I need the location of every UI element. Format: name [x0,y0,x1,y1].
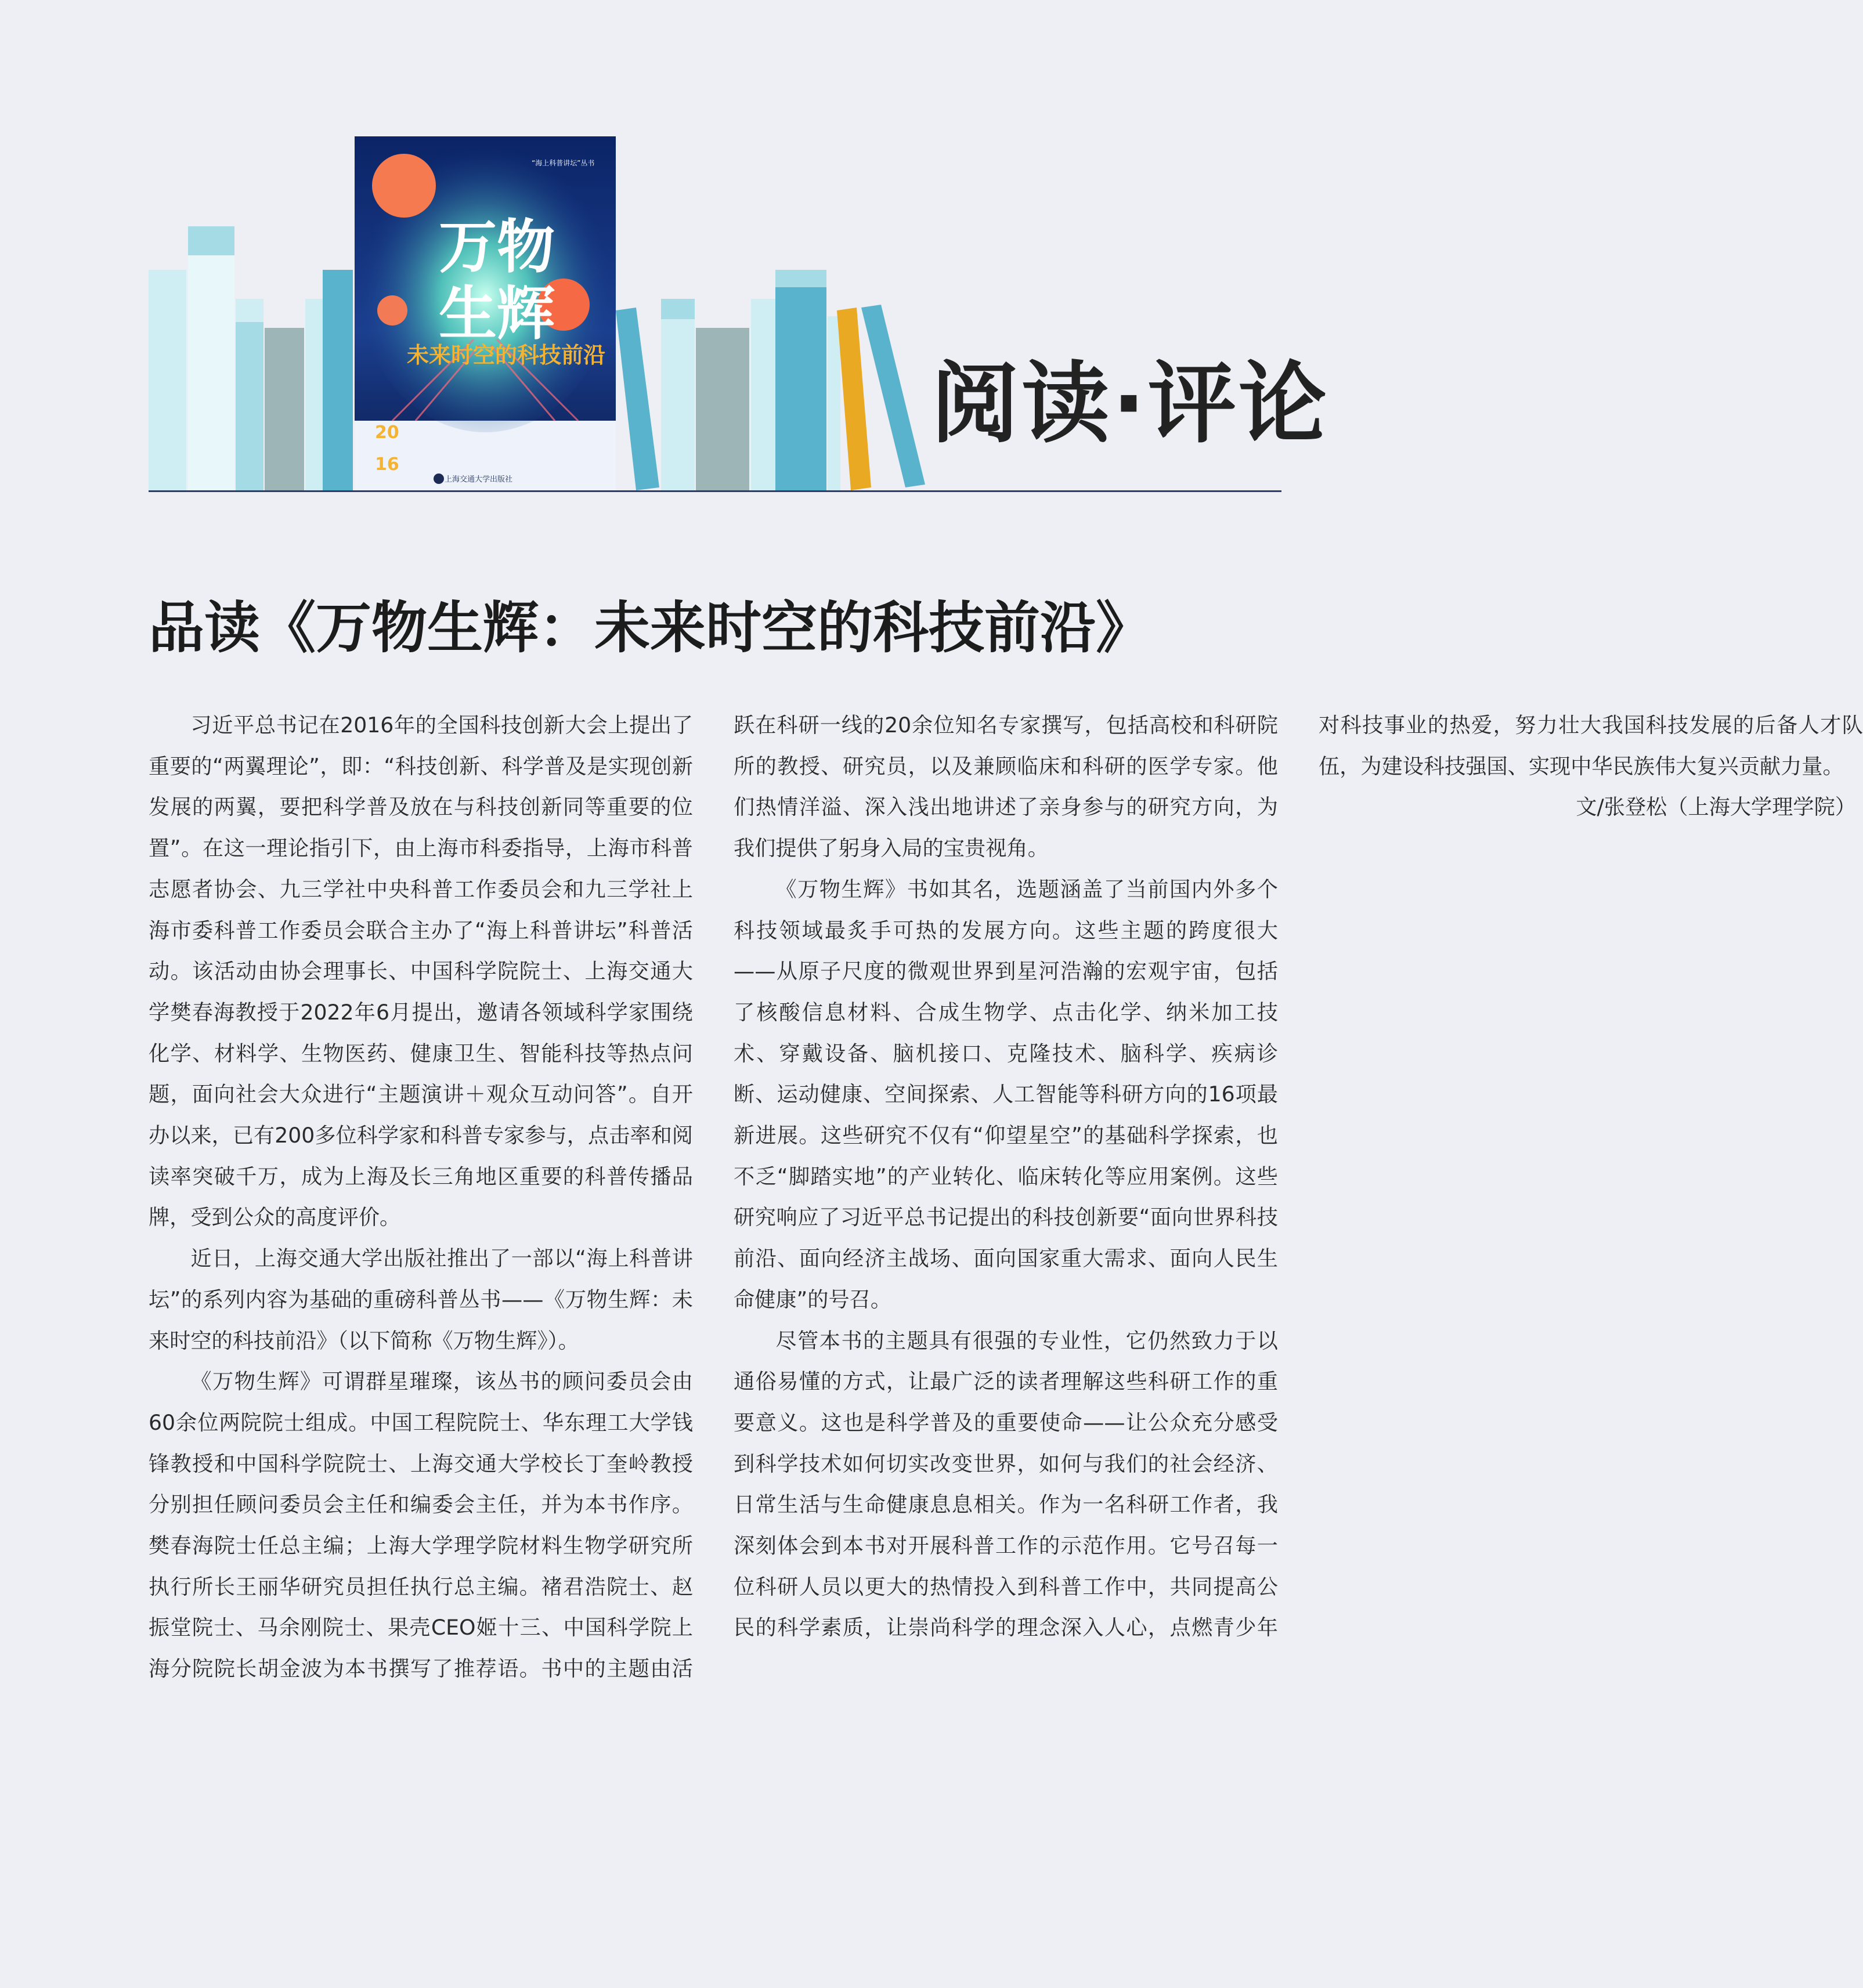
cover-series: “海上科普讲坛”丛书 [532,159,595,167]
article-body [149,705,1863,1726]
cover-number-16: 16 [375,454,399,475]
cover-title-line2: 生辉 [439,279,555,348]
author-signature: 文/张登松（上海大学理学院） [1576,794,1856,820]
paragraph-2: 近日，上海交通大学出版社推出了一部以“海上科普讲坛”的系列内容为基础的重磅科普丛书——《万物生辉：未来时空的科技前沿》（以下简称《万物生辉》）。 [149,1246,693,1353]
left-books [149,226,353,490]
article-title: 品读《万物生辉：未来时空的科技前沿》 [149,595,1151,660]
right-books [616,270,925,490]
cover-subtitle: 未来时空的科技前沿 [407,342,606,368]
publisher-logo-icon [434,473,444,484]
section-label: 阅读·评论 [931,352,1329,455]
book-cover [355,131,616,490]
cover-number-20: 20 [375,422,399,443]
header-divider [149,490,1281,492]
paragraph-1: 习近平总书记在2016年的全国科技创新大会上提出了重要的“两翼理论”，即：“科技创新、科学普及是实现创新发展的两翼，要把科学普及放在与科技创新同等重要的位置”。在这一理论指引下，由上海市科委指导，上海市科普志愿者协会、九三学社中央科普工作委员会和九三学社上海市委科普工作委员会联合主办了“海上科普讲坛”科普活动。该活动由协会理事长、中国科学院院士、上海交通大学樊春海教授于2022年6月提出，邀请各领域科学家围绕化学、材料学、生物医药、健康卫生、智能科技等热点问题，面向社会大众进行“主题演讲＋观众互动问答”。自开办以来，已有200多位科学家和科普专家参与，点击率和阅读率突破千万，成为上海及长三角地区重要的科普传播品牌，受到公众的高度评价。 [149,713,693,1230]
cover-publisher: 上海交通大学出版社 [445,475,513,484]
cover-title-line1: 万物 [439,212,555,281]
paragraph-4: 《万物生辉》书如其名，选题涵盖了当前国内外多个科技领域最炙手可热的发展方向。这些主题的跨度很大——从原子尺度的微观世界到星河浩瀚的宏观宇宙，包括了核酸信息材料、合成生物学、点击化学、纳米加工技术、穿戴设备、脑机接口、克隆技术、脑科学、疾病诊断、运动健康、空间探索、人工智能等科研方向的16项最新进展。这些研究不仅有“仰望星空”的基础科学探索，也不乏“脚踏实地”的产业转化、临床转化等应用案例。这些研究响应了习近平总书记提出的科技创新要“面向世界科技前沿、面向经济主战场、面向国家重大需求、面向人民生命健康”的号召。 [734,876,1278,1312]
paragraph-5: 尽管本书的主题具有很强的专业性，它仍然致力于以通俗易懂的方式，让最广泛的读者理解这些科研工作的重要意义。这也是科学普及的重要使命——让公众充分感受到科学技术如何切实改变世界，如何与我们的社会经济、日常生活与生命健康息息相关。作为一名科研工作者，我深刻体会到本书对开展科普工作的示范作用。它号召每一位科研人员以更大的热情投入到科普工作中，共同提高公民的科学素质，让崇尚科学的理念深入人心，点燃青少年对科技事业的热爱，努力壮大我国科技发展的后备人才队伍，为建设科技强国、实现中华民族伟大复兴贡献力量。 [734,713,1863,1640]
paragraph-3: 《万物生辉》可谓群星璀璨，该丛书的顾问委员会由60余位两院院士组成。中国工程院院士、华东理工大学钱锋教授和中国科学院院士、上海交通大学校长丁奎岭教授分别担任顾问委员会主任和编委会主任，并为本书作序。樊春海院士任总主编；上海大学理学院材料生物学研究所执行所长王丽华研究员担任执行总主编。褚君浩院士、赵振堂院士、马余刚院士、果壳CEO姬十三、中国科学院上海分院院长胡金波为本书撰写了推荐语。书中的主题由活跃在科研一线的20余位知名专家撰写，包括高校和科研院所的教授、研究员，以及兼顾临床和科研的医学专家。他们热情洋溢、深入浅出地讲述了亲身参与的研究方向，为我们提供了躬身入局的宝贵视角。 [149,713,1278,1682]
